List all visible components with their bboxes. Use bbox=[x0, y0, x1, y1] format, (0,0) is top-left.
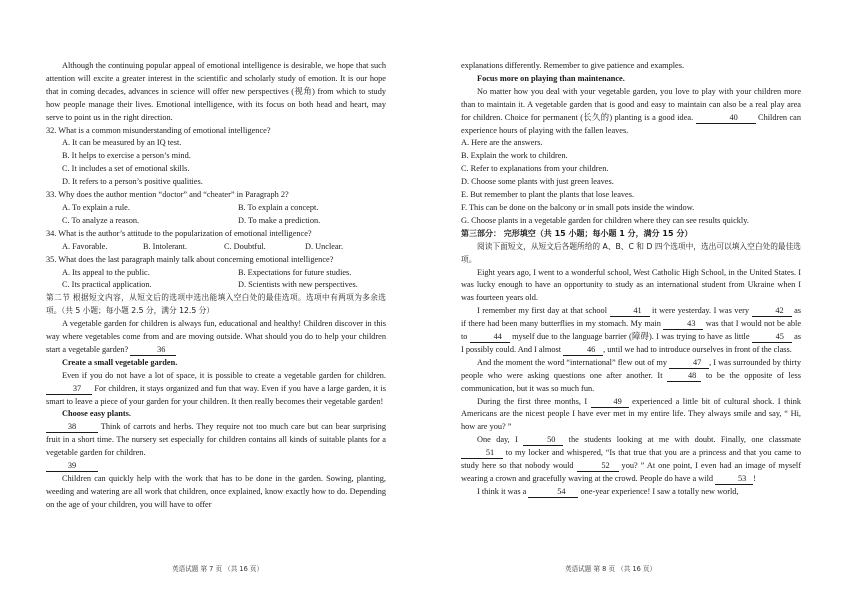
option-32a: A. It can be measured by an IQ test. bbox=[62, 138, 182, 148]
cloze-text: And the moment the word “international” flew out of my bbox=[477, 357, 667, 367]
cloze-text: I think it was a bbox=[477, 486, 527, 496]
options-35-row1 bbox=[46, 267, 386, 280]
option-34c: C. Doubtful. bbox=[224, 241, 266, 251]
blank-42[interactable]: 42 bbox=[752, 305, 792, 317]
part-3-instructions: 阅读下面短文，从短文后各题所给的 A、B、C 和 D 四个选项中，选出可以填入空白处的最佳选项。 bbox=[461, 241, 801, 264]
blank-37[interactable]: 37 bbox=[46, 383, 92, 395]
heading-create-garden: Create a small vegetable garden. bbox=[62, 357, 178, 367]
easy-plants-text: Think of carrots and herbs. They require not too much care but can bear surprising fruit in a short time. The nursery set especially for children contains all kinds of suitable plants for a vegetable garden for children. bbox=[46, 422, 386, 458]
cloze-text: it were yesterday. I was very bbox=[652, 306, 750, 316]
cloze-paragraph-4 bbox=[461, 396, 801, 435]
page-footer-right: 英语试题 第 8 页 （共 16 页） bbox=[565, 565, 657, 573]
blank-47[interactable]: 47 bbox=[669, 357, 709, 369]
blank-41[interactable]: 41 bbox=[610, 305, 650, 317]
cloze-text: you? ” At one point, I even had an image of myself wearing a crown and gracefully waving at the crowd. People do have a wild bbox=[461, 461, 802, 483]
question-34: 34. What is the author’s attitude to the popularization of emotional intelligence? bbox=[46, 228, 312, 238]
blank-44[interactable]: 44 bbox=[470, 331, 510, 343]
heading-easy-plants: Choose easy plants. bbox=[62, 409, 131, 419]
playing-paragraph bbox=[461, 86, 801, 138]
blank-43[interactable]: 43 bbox=[663, 318, 703, 330]
cloze-text: to my locker and whispered, “Is that true that you are a princess and that you came to study here so that nobody would bbox=[461, 448, 801, 471]
option-34b: B. Intolerant. bbox=[143, 241, 188, 251]
cloze-paragraph-2 bbox=[461, 305, 801, 357]
option-32d: D. It refers to a person’s positive qualities. bbox=[62, 177, 203, 187]
playing-text-2: Children can experience hours of playing with the fallen leaves. bbox=[461, 112, 802, 135]
garden-intro-paragraph bbox=[46, 318, 386, 357]
option-35c: C. Its practical application. bbox=[62, 280, 152, 290]
option-35a: A. Its appeal to the public. bbox=[62, 267, 150, 277]
cloze-text: , until we had to introduce ourselves in front of the class. bbox=[603, 344, 792, 354]
option-33c: C. To analyze a reason. bbox=[62, 215, 140, 225]
cloze-text: to be the opposite of less communication, but it was so much fun. bbox=[461, 370, 801, 393]
explanations-line: explanations differently. Remember to give patience and examples. bbox=[461, 61, 685, 70]
question-35: 35. What does the last paragraph mainly talk about concerning emotional intelligence? bbox=[46, 254, 334, 264]
page-footer-left: 英语试题 第 7 页 （共 16 页） bbox=[172, 565, 264, 573]
option-a: A. Here are the answers. bbox=[461, 138, 543, 148]
blank-46[interactable]: 46 bbox=[563, 344, 603, 356]
options-33-row2 bbox=[46, 215, 386, 228]
question-33: 33. Why does the author mention “doctor” and “cheater” in Paragraph 2? bbox=[46, 190, 289, 200]
cloze-paragraph-1: Eight years ago, I went to a wonderful school, West Catholic High School, in the United States. I was lucky enough to have an opportunity to study as an international student from Ukraine when I was fourteen years old. bbox=[461, 267, 801, 303]
section-2-instructions: 第二节 根据短文内容，从短文后的选项中选出能填入空白处的最佳选项。选项中有两项为多余选项。（共 5 小题；每小题 2.5 分，满分 12.5 分） bbox=[46, 293, 386, 316]
heading-focus-playing: Focus more on playing than maintenance. bbox=[477, 73, 625, 83]
option-f: F. This can be done on the balcony or in small pots inside the window. bbox=[461, 202, 695, 212]
option-33a: A. To explain a rule. bbox=[62, 202, 130, 212]
right-column bbox=[461, 60, 801, 499]
passage-paragraph: Although the continuing popular appeal of emotional intelligence is desirable, we hope that such attention will excite a greater interest in the scientific and scholarly study of emotion. It is our hope that in coming decades, advances in science will offer new perspectives (视角) from which to study how people manage their lives. Emotional intelligence, with its focus on both head and heart, may serve to point us in the right direction. bbox=[46, 61, 386, 122]
children-work-paragraph: Children can quickly help with the work that has to be done in the garden. Sowing, planting, weeding and watering are all work that children, once explained, know exactly how to do. Depending on the age of your children, you will have to offer bbox=[46, 474, 386, 509]
cloze-text: myself due to the language barrier (障碍). I was trying to have as little bbox=[512, 332, 750, 342]
option-g: G. Choose plants in a vegetable garden for children where they can see results quickly. bbox=[461, 215, 749, 225]
cloze-text: one-year experience! I saw a totally new world, bbox=[580, 486, 739, 496]
easy-plants-paragraph bbox=[46, 421, 386, 460]
left-column bbox=[46, 60, 386, 512]
blank-39[interactable]: 39 bbox=[46, 460, 98, 472]
garden-space-paragraph bbox=[46, 370, 386, 409]
blank-48[interactable]: 48 bbox=[667, 370, 701, 382]
playing-text-1: No matter how you deal with your vegetable garden, you love to play with your children more than to maintain it. A vegetable garden that is good and easy to maintain can also be a real play area for children. Choice for permanent (长久的) planting is a good idea. bbox=[461, 86, 801, 122]
cloze-text: During the first three months, I bbox=[477, 396, 588, 406]
cloze-text: experienced a little bit of cultural shock. I think Americans are the nicest people I have ever met in my entire life. They always smile and say, “ Hi, how are you? ” bbox=[461, 396, 801, 432]
garden-space-text-2: For children, it stays organized and fun that way. Even if you have a large garden, it is smart to leave a piece of your garden for your children. It then really becomes their vegetable garden! bbox=[46, 383, 386, 406]
part-3-heading: 第三部分： 完形填空（共 15 小题；每小题 1 分，满分 15 分） bbox=[461, 228, 693, 238]
blank-54[interactable]: 54 bbox=[528, 486, 578, 498]
cloze-text: I remember my first day at that school bbox=[477, 306, 607, 316]
cloze-text: was that I would not be able to bbox=[461, 319, 802, 342]
option-32b: B. It helps to exercise a person’s mind. bbox=[62, 151, 191, 161]
blank-40[interactable]: 40 bbox=[696, 112, 756, 124]
blank-38[interactable]: 38 bbox=[46, 421, 98, 433]
cloze-text: as I possibly could. And I almost bbox=[461, 332, 802, 354]
cloze-text: One day, I bbox=[477, 435, 518, 445]
garden-space-text-1: Even if you do not have a lot of space, it is possible to create a vegetable garden for children. bbox=[62, 370, 386, 380]
options-33-row1 bbox=[46, 202, 386, 215]
option-33b: B. To explain a concept. bbox=[238, 202, 319, 212]
option-35b: B. Expectations for future studies. bbox=[238, 267, 352, 277]
options-34 bbox=[46, 241, 386, 254]
question-32: 32. What is a common misunderstanding of emotional intelligence? bbox=[46, 125, 271, 135]
blank-50[interactable]: 50 bbox=[523, 434, 563, 446]
cloze-paragraph-5 bbox=[461, 434, 801, 486]
option-34d: D. Unclear. bbox=[305, 241, 344, 251]
blank-53[interactable]: 53 bbox=[715, 473, 753, 485]
garden-intro-text: A vegetable garden for children is always fun, educational and healthy! Children discover in this way where vegetables come from and are moving outside. What should you do to help your children start a vegetable garden? bbox=[46, 319, 386, 354]
cloze-text: as if there had been many butterflies in my stomach. My main bbox=[461, 306, 801, 329]
cloze-text: the students looking at me with doubt. Finally, one classmate bbox=[568, 435, 801, 445]
blank-52[interactable]: 52 bbox=[577, 460, 619, 472]
option-32c: C. It includes a set of emotional skills. bbox=[62, 164, 190, 174]
blank-36[interactable]: 36 bbox=[130, 344, 176, 356]
cloze-text: , I was surrounded by thirty people who were asking questions one after another. It bbox=[461, 357, 801, 380]
blank-45[interactable]: 45 bbox=[752, 331, 792, 343]
option-33d: D. To make a prediction. bbox=[238, 215, 321, 225]
blank-49[interactable]: 49 bbox=[591, 396, 629, 408]
cloze-paragraph-3 bbox=[461, 357, 801, 396]
blank-39-line bbox=[46, 460, 386, 473]
option-c: C. Refer to explanations from your children. bbox=[461, 164, 609, 174]
option-35d: D. Scientists with new perspectives. bbox=[238, 280, 358, 290]
blank-51[interactable]: 51 bbox=[461, 447, 503, 459]
cloze-text: ! bbox=[753, 474, 756, 483]
options-35-row2 bbox=[46, 279, 386, 292]
option-b: B. Explain the work to children. bbox=[461, 151, 568, 161]
option-e: E. But remember to plant the plants that lose leaves. bbox=[461, 190, 635, 200]
cloze-paragraph-6 bbox=[461, 486, 801, 499]
option-34a: A. Favorable. bbox=[62, 241, 108, 251]
option-d: D. Choose some plants with just green leaves. bbox=[461, 177, 614, 187]
